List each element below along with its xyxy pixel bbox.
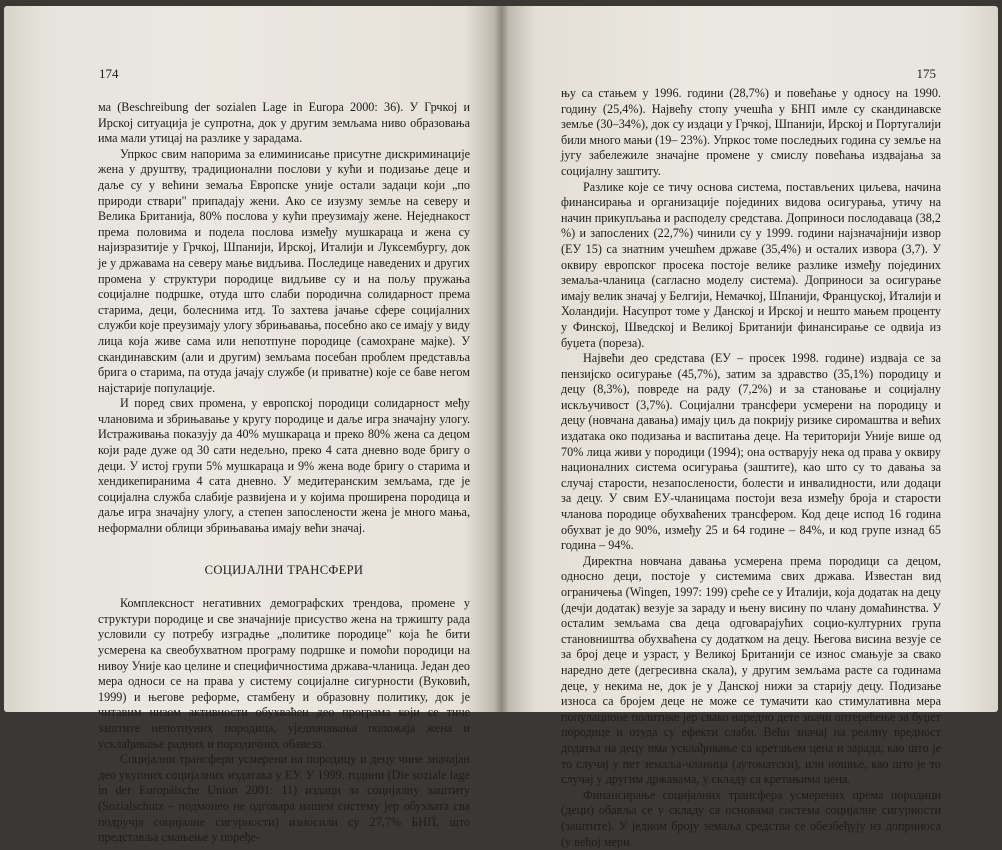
right-page [501,6,998,849]
paragraph: И поред свих промена, у европској породици солидарност међу члановима и збрињавање у кругу породице и даље игра значајну улогу. Истраживања показују да 40% мушкараца и преко 80% жена са децом који раде дуже од 30 сати недељно, преко 4 сата дневно воде бригу о деци. У истој групи 5% мушкараца и 9% жена воде бригу о старима и хендикепиранима 4 сата дневно. У медитеранским земљама, где је социјална служба слабије развијена и у којима проширена породица и даље игра значајну улогу, а степен запослености жена је много мања, неформални облици збрињавања имају већи значај. [98,396,470,536]
section-heading: СОЦИЈАЛНИ ТРАНСФЕРИ [204,562,364,577]
paragraph: Разлике које се тичу основа система, постављених циљева, начина финансирања и организације појединих видова осигурања, утичу на начин прикупљања и расподелу средстава. Доприноси послодаваца (38,2 %) и запослених (22,7%) чинили су у 1999. години најзначајнији извор (ЕУ 15) са знатним учешћем државе (35,4%) и осталих извора (3,7). У оквиру европског просека постоје велике разлике између појединих земаља-чланица (сагласно моделу система). Доприноси за осигурање имају велик значај у Белгији, Немачкој, Шпанији, Француској, Италији и Холандији. Насупрот томе у Данској и Ирској и нешто мањем проценту у Финској, Шведској и Великој Британији финансирање се одвија из буџета (пореза). [561,179,941,350]
left-page-text [98,100,470,846]
paragraph: Финансирање социјалних трансфера усмерених према породици (деци) обавља се у складу са основама система социјалне сигурности (заштите). У једном броју земаља средства се обезбеђују из доприноса (у већој мери [561,787,941,849]
open-book [4,6,998,849]
page-number-left: 174 [99,66,119,81]
paragraph: ма (Beschreibung der sozialen Lage in Europa 2000: 36). У Грчкој и Ирској ситуација је супротна, док у другим земљама ниво образовања има мали утицај на разлике у зарадама. [98,100,470,146]
paragraph: Комплексност негативних демографских трендова, промене у структури породице и све значајније присуство жена на тржишту рада условили су потребу изградње „политике породице" која ће бити усмерена ка свеобухватном програму подршке и помоћи породици на нивоу Уније као целине и специфичностима држава-чланица. Један део мера односи се на права у систему социјалне сигурности (Вуковић, 1999) и његове реформе, стамбену и образовну политику, док је читавим низом активности обухваћен део програма који се тиче заштите непотпуних породица, уједначавања положаја жена и усклађивање радних и породичних обавеза. [98,596,470,751]
page-number-right: 175 [916,66,936,81]
paragraph: Социјални трансфери усмерени на породицу и децу чине значајан део укупних социјалних издатака у ЕУ. У 1999. години (Die soziale lage in der Europäische Union 2001: 11) издаци за социјалну заштиту (Sozialschutz – подмонео не одговара нашем систему јер обухвата сва подручја социјалне сигурности) износили су 27,7% БНП, што представља смањење у поређе- [98,752,470,845]
right-page-text [561,86,941,850]
left-page [4,6,501,845]
paragraph: њу са стањем у 1996. години (28,7%) и повећање у односу на 1990. годину (25,4%). Највећу стопу учешћа у БНП имле су скандинавске земље (30–34%), док су издаци у Грчкој, Шпанији, Ирској и Португалији били много мањи (19– 23%). Упркос томе последњих година су земље на југу забележиле значајне промене у смислу повећања издвајања за социјалну заштиту. [561,86,941,178]
paragraph: Директна новчана давања усмерена према породици са децом, односно деци, постоје у системима свих држава. Известан вид ограничења (Wingen, 1997: 199) среће се у Италији, која додатак на децу (дечји додатак) везује за зараду и њену висину по члану домаћинства. У осталим земљама сва деца одговарајућих социо-културних група становништва обухваћена су додатком на децу. Његова висина везује се за број деце и узраст, у Великој Британији се износ смањује за свако наредно дете (дегресивна скала), у другим земљама расте са годинама деце, у некима не, док је у Данској нижи за старију децу. Подизање износа са бројем деце не може се тумачити као стимулативна мера популационе политике јер свако наредно дете значи оптерећење за буџет породице и отуда су ефекти слаби. Већи значај на реалну вредност додатка на децу има усклађивање са кретањем цена и зарада, као што је то случај у пет земаља-чланица (аутоматски), или ношње, као што је то случај у другим државама, у складу са кретањима цена. [561,553,941,787]
paragraph: Упркос свим напорима за елиминисање присутне дискриминације жена у друштву, традиционални послови у кући и подизање деце и даље су у већини земаља Европске уније остали задаци који „по природи ствари" припадају жени. Ако се изузму земље на северу и Велика Британија, 80% послова у кући преузимају жене. Неједнакост према половима и подела послова између мушкараца и жена су најизразитије у Грчкој, Шпанији, Ирској, Италији и Луксембургу, док је у државама на северу мање видљива. Последице наведених и других промена у структури породице видљиве су и на пољу пружања социјалне подршке, отуда што слаби породична солидарност према старима, деци, болеснима итд. То захтева јачање сфере социјалних служби које преузимају улогу збрињавања, посебно ако се имају у виду лица која живе сама или непотпуне породице (самохране мајке). У скандинавским (али и другим) земљама посебан проблем представља брига о старима, па отуда јачају службе (и приватне) које се баве негом најстарије популације. [98,146,470,395]
paragraph: Највећи део средстава (ЕУ – просек 1998. године) издваја се за пензијско осигурање (45,7%), затим за здравство (35,1%) породицу и децу (8,3%), повреде на раду (7,2%) и за становање и социјалну искључивост (3,7%). Социјални трансфери усмерени на породицу и децу (новчана давања) имају циљ да покрију ризике сиромаштва и већих издатака око подизања и васпитања деце. На територији Уније више од 70% лица живи у породици (1994); она остварују нека од права у оквиру националних система осигурања (заштите), као што су то давања за случај старости, незапослености, болести и инвалидности, или додаци за децу. У свим ЕУ-чланицама постоји веза између броја и старости чланова породице обухваћених трансфером. Код деце испод 16 година обухват је до 90%, између 25 и 64 године – 84%, и код групе изнад 65 година – 94%. [561,351,941,553]
